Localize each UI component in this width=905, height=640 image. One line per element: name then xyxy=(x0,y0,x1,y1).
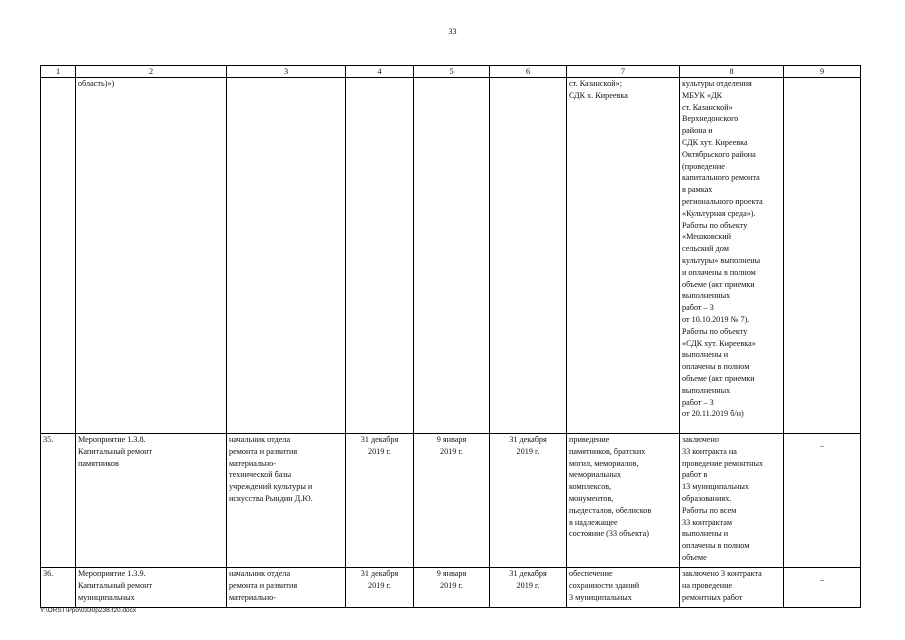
date-plan: 31 декабря 2019 г. xyxy=(346,568,414,608)
column-number: 3 xyxy=(227,66,346,78)
event-name: область)») xyxy=(76,78,227,434)
result-fact: заключено 3 контракта на проведение ремонтных работ xyxy=(680,568,784,608)
note: – xyxy=(784,568,861,608)
date-end: 31 декабря 2019 г. xyxy=(490,434,567,568)
date-end: 31 декабря 2019 г. xyxy=(490,568,567,608)
table-row xyxy=(41,568,861,608)
result-plan: обеспечение сохранности зданий 3 муниципальных xyxy=(567,568,680,608)
date-start: 9 января 2019 г. xyxy=(414,568,490,608)
date-plan xyxy=(346,78,414,434)
footer-file-path: Y:\ORST\Ppo\0330p238.f20.docx xyxy=(40,607,137,614)
responsible: начальник отдела ремонта и развития материально- технической базы учреждений культуры и искусства Рындин Д.Ю. xyxy=(227,434,346,568)
column-number-row xyxy=(41,66,861,78)
date-plan: 31 декабря 2019 г. xyxy=(346,434,414,568)
column-number: 8 xyxy=(680,66,784,78)
column-number: 5 xyxy=(414,66,490,78)
note xyxy=(784,78,861,434)
row-number: 36. xyxy=(41,568,76,608)
result-fact: заключено 33 контракта на проведение ремонтных работ в 13 муниципальных образованиях. Работы по всем 33 контрактам выполнены и оплачены в полном объеме xyxy=(680,434,784,568)
responsible: начальник отдела ремонта и развития материально- xyxy=(227,568,346,608)
column-number: 2 xyxy=(76,66,227,78)
note: – xyxy=(784,434,861,568)
column-number: 1 xyxy=(41,66,76,78)
result-plan: ст. Казанской»; СДК х. Киреевка xyxy=(567,78,680,434)
event-name: Мероприятие 1.3.9. Капитальный ремонт муниципальных xyxy=(76,568,227,608)
column-number: 4 xyxy=(346,66,414,78)
column-number: 6 xyxy=(490,66,567,78)
date-end xyxy=(490,78,567,434)
date-start: 9 января 2019 г. xyxy=(414,434,490,568)
report-table xyxy=(40,65,861,608)
column-number: 9 xyxy=(784,66,861,78)
date-start xyxy=(414,78,490,434)
event-name: Мероприятие 1.3.8. Капитальный ремонт памятников xyxy=(76,434,227,568)
row-number: 35. xyxy=(41,434,76,568)
column-number: 7 xyxy=(567,66,680,78)
page-number: 33 xyxy=(448,27,457,36)
table-row xyxy=(41,78,861,434)
responsible xyxy=(227,78,346,434)
table-row xyxy=(41,434,861,568)
row-number xyxy=(41,78,76,434)
result-fact: культуры отделения МБУК «ДК ст. Казанской» Верхнедонского района и СДК хут. Киреевка Октябрьского района (проведение капитального ремонта в рамках регионального проекта «Культурная среда»). Работы по объекту «Мешковский сельский дом культуры» выполнены и оплачены в полном объеме (акт приемки выполненных работ – 3 от 10.10.2019 № 7). Работы по объекту «СДК хут. Киреевка» выполнены и оплачены в полном объеме (акт приемки выполненных работ – 3 от 20.11.2019 б/н) xyxy=(680,78,784,434)
result-plan: приведение памятников, братских могил, мемориалов, мемориальных комплексов, монументов, пьедесталов, обелисков в надлежащее состояние (33 объекта) xyxy=(567,434,680,568)
